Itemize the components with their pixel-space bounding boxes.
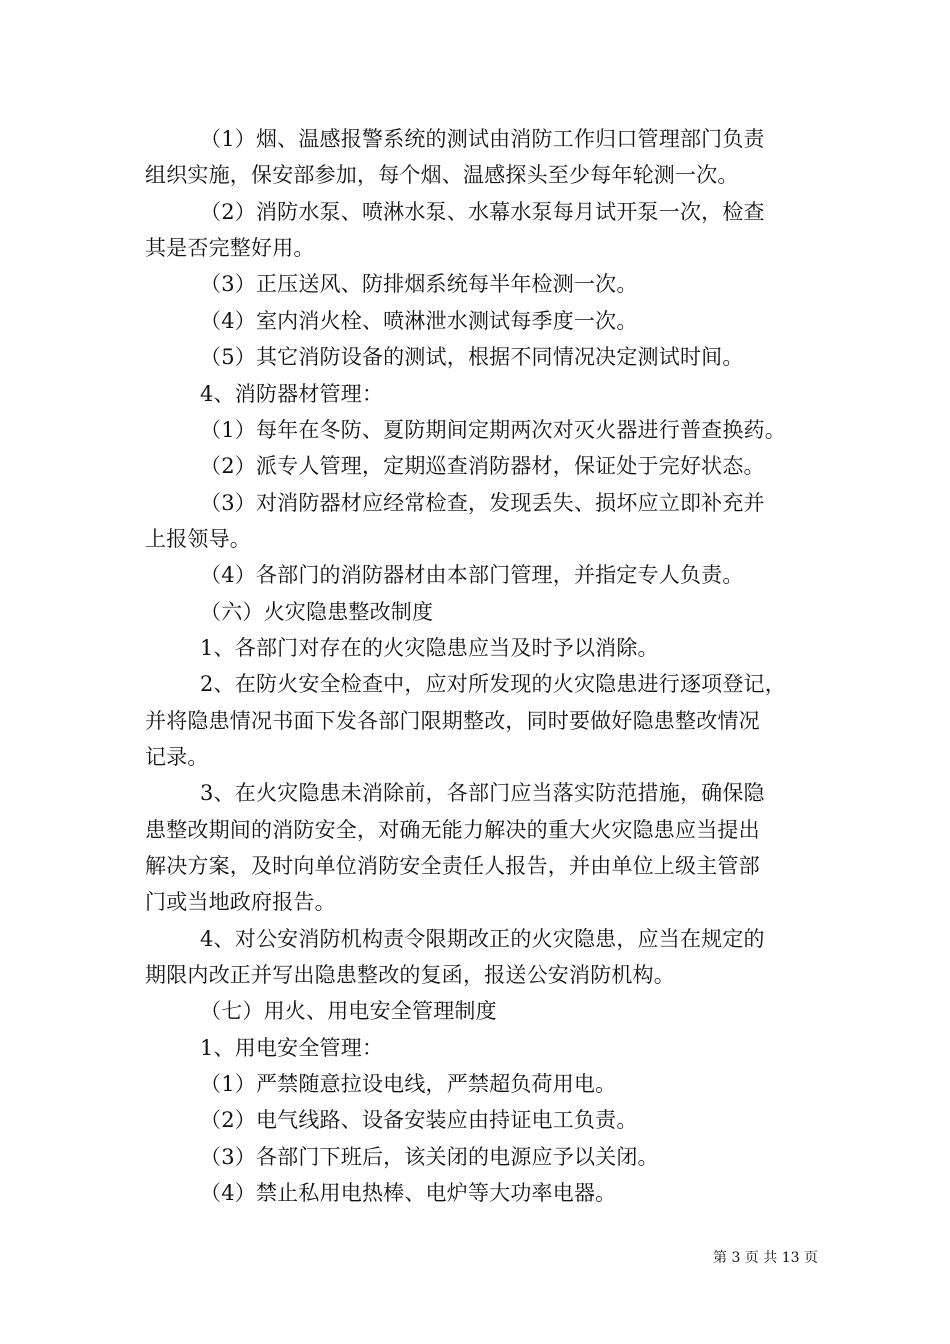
paragraph-line: （4）禁止私用电热棒、电炉等大功率电器。 — [200, 1181, 617, 1205]
paragraph-line: 门或当地政府报告。 — [145, 890, 336, 914]
page-number-footer: 第 3 页 共 13 页 — [713, 1250, 818, 1266]
paragraph-line: （3）对消防器材应经常检查，发现丢失、损坏应立即补充并 — [200, 491, 765, 515]
paragraph-line: 解决方案，及时向单位消防安全责任人报告，并由单位上级主管部 — [145, 854, 760, 878]
paragraph-line: 期限内改正并写出隐患整改的复函，报送公安消防机构。 — [145, 963, 675, 987]
paragraph-line: （1）严禁随意拉设电线，严禁超负荷用电。 — [200, 1072, 617, 1096]
paragraph-line: （2）电气线路、设备安装应由持证电工负责。 — [200, 1108, 638, 1132]
paragraph-line: （5）其它消防设备的测试，根据不同情况决定测试时间。 — [200, 345, 744, 369]
paragraph-line: （4）各部门的消防器材由本部门管理，并指定专人负责。 — [200, 563, 744, 587]
section-heading: 4、消防器材管理： — [200, 382, 384, 406]
paragraph-line: （2）派专人管理，定期巡查消防器材，保证处于完好状态。 — [200, 454, 765, 478]
section-heading: 1、用电安全管理： — [200, 1036, 384, 1060]
paragraph-line: 记录。 — [145, 745, 209, 769]
section-heading: （六）火灾隐患整改制度 — [200, 600, 434, 624]
paragraph-line: （3）正压送风、防排烟系统每半年检测一次。 — [200, 272, 638, 296]
paragraph-line: 2、在防火安全检查中，应对所发现的火灾隐患进行逐项登记， — [200, 672, 786, 696]
paragraph-line: （1）每年在冬防、夏防期间定期两次对灭火器进行普查换药。 — [200, 418, 786, 442]
paragraph-line: 4、对公安消防机构责令限期改正的火灾隐患，应当在规定的 — [200, 927, 765, 951]
paragraph-line: 其是否完整好用。 — [145, 236, 315, 260]
paragraph-line: 组织实施，保安部参加，每个烟、温感探头至少每年轮测一次。 — [145, 163, 739, 187]
paragraph-line: 1、各部门对存在的火灾隐患应当及时予以消除。 — [200, 636, 659, 660]
paragraph-line: （2）消防水泵、喷淋水泵、水幕水泵每月试开泵一次，检查 — [200, 200, 765, 224]
paragraph-line: （3）各部门下班后，该关闭的电源应予以关闭。 — [200, 1145, 659, 1169]
paragraph-line: 并将隐患情况书面下发各部门限期整改，同时要做好隐患整改情况 — [145, 709, 760, 733]
paragraph-line: （4）室内消火栓、喷淋泄水测试每季度一次。 — [200, 309, 638, 333]
paragraph-line: 患整改期间的消防安全，对确无能力解决的重大火灾隐患应当提出 — [145, 818, 760, 842]
paragraph-line: 上报领导。 — [145, 527, 251, 551]
section-heading: （七）用火、用电安全管理制度 — [200, 999, 497, 1023]
paragraph-line: 3、在火灾隐患未消除前，各部门应当落实防范措施，确保隐 — [200, 781, 765, 805]
paragraph-line: （1）烟、温感报警系统的测试由消防工作归口管理部门负责 — [200, 127, 765, 151]
